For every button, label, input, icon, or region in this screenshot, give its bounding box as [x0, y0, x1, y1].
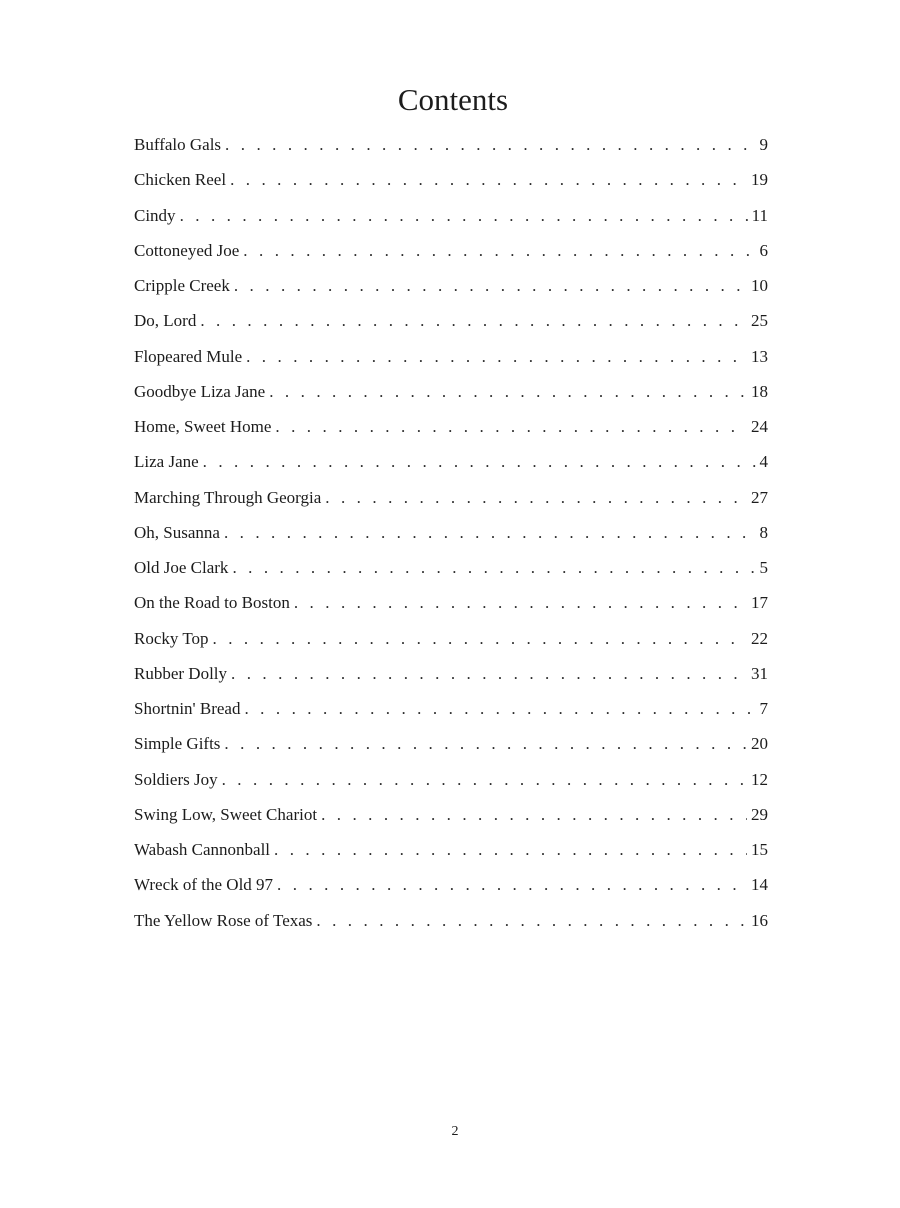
table-of-contents [134, 127, 768, 938]
dot-leader [203, 444, 756, 479]
dot-leader [277, 867, 747, 902]
dot-leader [325, 480, 747, 515]
dot-leader [232, 550, 755, 585]
toc-entry [134, 233, 768, 268]
entry-page-number: 12 [751, 769, 768, 789]
toc-entry [134, 480, 768, 515]
dot-leader [246, 339, 747, 374]
toc-entry [134, 198, 768, 233]
entry-page-number: 19 [751, 170, 768, 190]
toc-entry [134, 444, 768, 479]
page-title: Contents [397, 82, 509, 117]
entry-page-number: 27 [751, 487, 768, 507]
dot-leader [225, 127, 755, 162]
dot-leader [269, 374, 747, 409]
entry-page-number: 7 [759, 699, 768, 718]
entry-page-number: 22 [751, 628, 768, 648]
toc-entry [134, 268, 768, 303]
entry-page-number: 31 [751, 663, 768, 683]
dot-leader [200, 303, 747, 338]
entry-title: Old Joe Clark [134, 558, 229, 577]
entry-title: Rubber Dolly [134, 663, 228, 683]
dot-leader [274, 832, 747, 867]
entry-title: Goodbye Liza Jane [134, 381, 266, 401]
toc-entry [134, 550, 768, 585]
entry-page-number: 20 [751, 734, 768, 754]
toc-entry [134, 339, 768, 374]
entry-title: Buffalo Gals [134, 135, 222, 154]
dot-leader [224, 726, 747, 761]
entry-page-number: 24 [751, 417, 768, 436]
dot-leader [180, 198, 748, 233]
entry-title: Chicken Reel [134, 170, 227, 190]
entry-title: Cindy [134, 205, 176, 225]
entry-page-number: 9 [759, 135, 768, 154]
dot-leader [222, 762, 747, 797]
toc-entry [134, 621, 768, 656]
entry-page-number: 4 [759, 452, 768, 472]
entry-title: Rocky Top [134, 628, 209, 648]
toc-entry [134, 832, 768, 867]
toc-entry [134, 867, 768, 902]
entry-page-number: 29 [751, 804, 768, 824]
toc-entry [134, 127, 768, 162]
toc-entry [134, 515, 768, 550]
dot-leader [275, 409, 747, 444]
entry-page-number: 14 [751, 875, 768, 895]
entry-page-number: 18 [751, 381, 768, 401]
dot-leader [224, 515, 756, 550]
entry-title: Cottoneyed Joe [134, 240, 240, 260]
dot-leader [244, 691, 755, 726]
dot-leader [231, 656, 747, 691]
toc-entry [134, 585, 768, 620]
toc-entry [134, 903, 768, 938]
dot-leader [213, 621, 747, 656]
dot-leader [230, 162, 747, 197]
entry-title: Shortnin' Bread [134, 699, 241, 718]
dot-leader [234, 268, 747, 303]
dot-leader [243, 233, 755, 268]
toc-entry [134, 726, 768, 761]
entry-page-number: 6 [759, 240, 768, 260]
toc-entry [134, 797, 768, 832]
entry-title: On the Road to Boston [134, 593, 290, 613]
entry-title: Oh, Susanna [134, 522, 220, 542]
toc-entry [134, 691, 768, 726]
toc-entry [134, 409, 768, 444]
entry-title: Liza Jane [134, 452, 199, 472]
toc-entry [134, 374, 768, 409]
entry-page-number: 15 [751, 840, 768, 859]
entry-page-number: 16 [751, 910, 768, 930]
entry-title: Swing Low, Sweet Chariot [134, 804, 318, 824]
entry-title: Home, Sweet Home [134, 417, 272, 436]
entry-page-number: 25 [751, 311, 768, 331]
entry-title: Wreck of the Old 97 [134, 875, 274, 895]
entry-title: Do, Lord [134, 311, 197, 331]
toc-entry [134, 762, 768, 797]
entry-title: Cripple Creek [134, 276, 230, 295]
entry-title: Flopeared Mule [134, 346, 243, 366]
toc-entry [134, 303, 768, 338]
entry-title: Marching Through Georgia [134, 487, 322, 507]
entry-page-number: 5 [759, 558, 768, 577]
dot-leader [294, 585, 747, 620]
toc-entry [134, 656, 768, 691]
entry-page-number: 17 [751, 593, 768, 613]
entry-page-number: 8 [759, 522, 768, 542]
toc-entry [134, 162, 768, 197]
entry-page-number: 11 [751, 205, 768, 225]
entry-title: Simple Gifts [134, 734, 221, 754]
dot-leader [316, 903, 747, 938]
entry-title: Soldiers Joy [134, 769, 218, 789]
entry-title: Wabash Cannonball [134, 840, 271, 859]
dot-leader [321, 797, 747, 832]
entry-page-number: 13 [751, 346, 768, 366]
entry-title: The Yellow Rose of Texas [134, 910, 313, 930]
entry-page-number: 10 [751, 276, 768, 295]
footer-page-number: 2 [451, 1124, 459, 1139]
